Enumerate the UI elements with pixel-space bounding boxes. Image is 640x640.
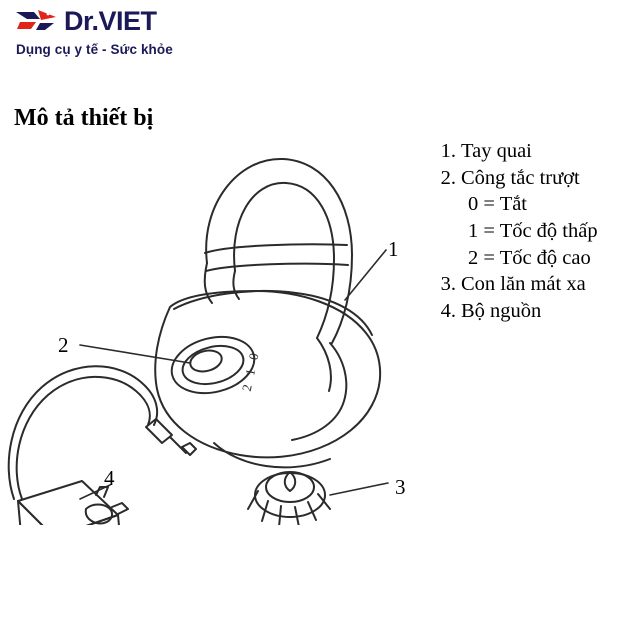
- legend-number: 4.: [440, 299, 456, 322]
- callout-3: 3: [395, 475, 406, 499]
- legend-label: Bộ nguồn: [461, 299, 542, 322]
- switch-mark-2: 2: [238, 383, 255, 393]
- callout-1: 1: [388, 237, 399, 261]
- callout-2: 2: [58, 333, 69, 357]
- switch-mark-1: 1: [242, 367, 259, 377]
- legend-item-2: [432, 165, 637, 192]
- legend-sub-mode-0: 0 = Tắt: [468, 193, 528, 216]
- legend-sub-mode-1: 1 = Tốc độ thấp: [468, 219, 598, 242]
- bird-logo-icon: [14, 6, 58, 36]
- legend-number: 1.: [440, 140, 456, 162]
- legend-item-1: [432, 138, 637, 165]
- legend-sub-mode-2: 2 = Tốc độ cao: [468, 246, 591, 269]
- brand-row: [14, 6, 314, 36]
- page-title: Mô tả thiết bị: [14, 105, 154, 131]
- legend-item-4: [432, 298, 637, 325]
- legend-label: Con lăn mát xa: [461, 273, 586, 296]
- brand-name: Dr.VIET: [64, 5, 157, 36]
- legend-list: [432, 138, 637, 324]
- callout-4: 4: [104, 466, 115, 490]
- legend-item-3: [432, 271, 637, 298]
- legend-label: Tay quai: [461, 140, 532, 162]
- brand-header: [14, 6, 314, 57]
- brand-tagline: Dụng cụ y tế - Sức khỏe: [16, 42, 173, 57]
- device-illustration: [0, 95, 440, 525]
- device-line-art: [0, 95, 440, 525]
- legend-number: 3.: [440, 273, 456, 296]
- legend-number: 2.: [440, 166, 456, 189]
- switch-mark-0: 0: [245, 351, 262, 362]
- legend-label: Công tắc trượt: [461, 166, 580, 189]
